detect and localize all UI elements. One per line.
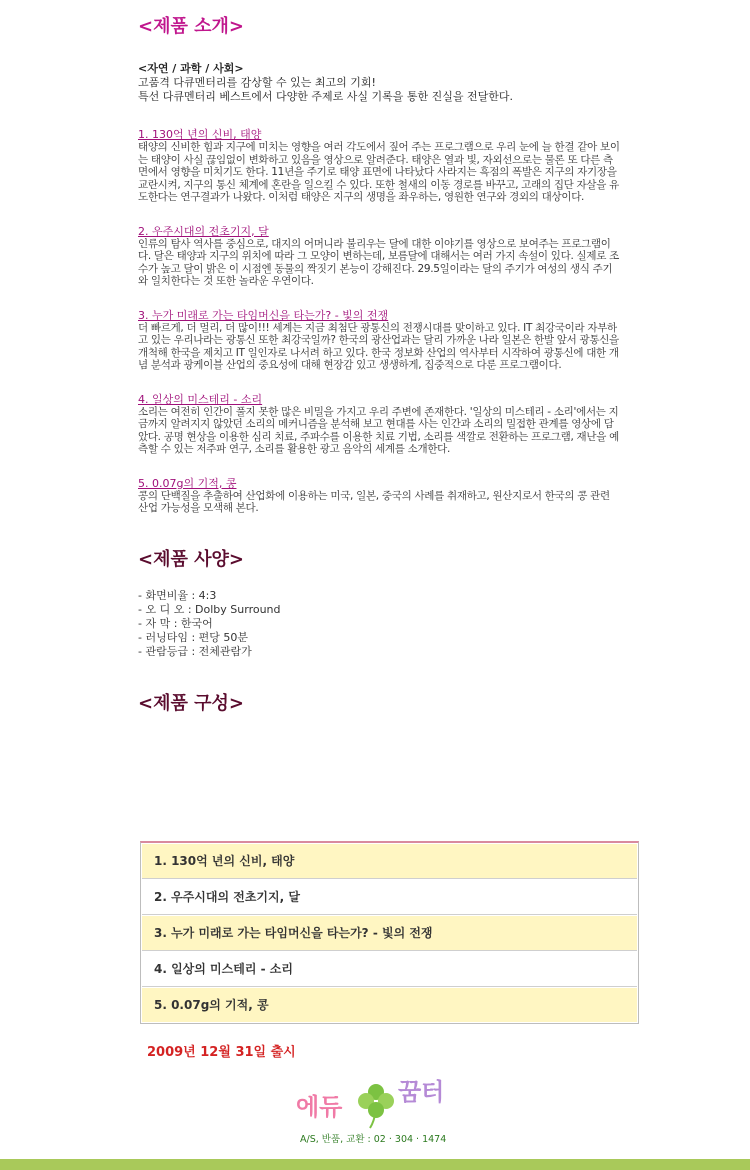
spec-audio: - 오 디 오 : Dolby Surround (138, 602, 281, 616)
item-4-title[interactable]: 4. 일상의 미스테리 - 소리 (138, 392, 263, 406)
composition-row: 2. 우주시대의 전초기지, 달 (142, 880, 637, 915)
item-4 (138, 393, 622, 456)
spec-rating: - 관람등급 : 전체관람가 (138, 644, 252, 658)
spec-section-title: <제품 사양> (138, 548, 244, 570)
composition-section-title: <제품 구성> (138, 692, 244, 714)
item-5-title[interactable]: 5. 0.07g의 기적, 콩 (138, 476, 237, 490)
composition-row: 5. 0.07g의 기적, 콩 (142, 988, 637, 1022)
item-2-body: 인류의 탐사 역사를 중심으로, 대지의 어머니라 불리우는 달에 대한 이야기를 영상으로 보여주는 프로그램이다. 달은 태양과 지구의 위치에 따라 그 모양이 변하는데, 보름달에 대해서는 여러 가지 속설이 있다. 실제로 조수가 높고 달이 밝은 이 시점엔 동물의 짝짓기 본능이 강해진다. 29.5일이라는 달의 주기가 여성의 생식 주기와 일치한다는 것 또한 놀라운 우연이다. (138, 237, 619, 287)
item-1-body: 태양의 신비한 힘과 지구에 미치는 영향을 여러 각도에서 짚어 주는 프로그램으로 우리 눈에 늘 한결 같아 보이는 태양이 사실 끊임없이 변화하고 있음을 영상으로 알려준다. 태양은 열과 빛, 자외선으로는 물론 또 다른 측면에서 영향을 미치기도 한다. 11년을 주기로 태양 표면에 나타났다 사라지는 흑점의 폭발은 지구의 자기장을 교란시켜, 지구의 통신 체계에 혼란을 일으킬 수 있다. 또한 철새의 이동 경로를 바꾸고, 고래의 집단 자살을 유도한다는 연구결과가 나왔다. 이처럼 태양은 지구의 생명을 좌우하는, 영원한 연구와 경외의 대상이다. (138, 141, 620, 203)
composition-table (140, 841, 639, 1024)
as-contact: A/S, 반품, 교환 : 02 · 304 · 1474 (300, 1134, 447, 1145)
item-3 (138, 309, 622, 372)
clover-icon (358, 1084, 394, 1128)
bottom-bar (0, 1159, 750, 1170)
spec-running-time: - 러닝타임 : 편당 50분 (138, 630, 249, 644)
composition-row: 1. 130억 년의 신비, 태양 (142, 844, 637, 879)
item-3-title[interactable]: 3. 누가 미래로 가는 타임머신을 타는가? - 빛의 전쟁 (138, 308, 389, 322)
composition-row: 3. 누가 미래로 가는 타임머신을 타는가? - 빛의 전쟁 (142, 916, 637, 951)
edu-dreamtor-logo (294, 1070, 464, 1130)
item-5 (138, 477, 622, 515)
intro-line-2: 특선 다큐멘터리 베스트에서 다양한 주제로 사실 기록을 통한 진실을 전달한다. (138, 90, 513, 103)
intro-category: <자연 / 과학 / 사회> (138, 62, 244, 75)
item-2 (138, 225, 622, 288)
item-3-body: 더 빠르게, 더 멀리, 더 많이!!! 세계는 지금 최첨단 광통신의 전쟁시대를 맞이하고 있다. IT 최강국이라 자부하고 있는 우리나라는 광통신 또한 최강국일까? 한국의 광산업과는 달리 가까운 나라 일본은 한발 앞서 광통신을 개척해 한국을 제치고 IT 일인자로 나서려 하고 있다. 한국 정보화 산업의 역사부터 시작하여 광통신에 대한 개념 분석과 광케이블 산업의 중요성에 대해 현장감 있고 생생하게, 집중적으로 다룬 프로그램이다. (138, 321, 619, 371)
item-4-body: 소리는 여전히 인간이 풀지 못한 많은 비밀을 가지고 우리 주변에 존재한다. '일상의 미스테리 - 소리'에서는 지금까지 알려지지 않았던 소리의 메커니즘을 분석해 보고 현대를 사는 인간과 소리의 밀접한 관계를 영상에 담았다. 공명 현상을 이용한 심리 치료, 주파수를 이용한 치료 기법, 소리를 색깔로 전환하는 프로그램, 재난을 예측할 수 있는 저주파 연구, 소리를 활용한 광고 음악의 세계를 소개한다. (138, 405, 619, 455)
item-1-title[interactable]: 1. 130억 년의 신비, 태양 (138, 128, 262, 141)
logo-text-right: 꿈터 (398, 1078, 445, 1106)
item-2-title[interactable]: 2. 우주시대의 전초기지, 달 (138, 224, 269, 238)
spec-aspect-ratio: - 화면비율 : 4:3 (138, 588, 217, 602)
logo-text-left: 에듀 (296, 1093, 343, 1121)
intro-text (138, 62, 622, 104)
intro-section-title: <제품 소개> (138, 16, 244, 37)
main-content (138, 0, 622, 719)
intro-line-1: 고품격 다큐멘터리를 감상할 수 있는 최고의 기회! (138, 76, 376, 89)
item-1 (138, 128, 622, 204)
composition-row: 4. 일상의 미스테리 - 소리 (142, 952, 637, 987)
spec-subtitle: - 자 막 : 한국어 (138, 616, 213, 630)
spec-list (138, 589, 622, 659)
item-5-body: 콩의 단백질을 추출하여 산업화에 이용하는 미국, 일본, 중국의 사례를 취재하고, 원산지로서 한국의 콩 관련 산업 가능성을 모색해 본다. (138, 489, 610, 514)
release-date: 2009년 12월 31일 출시 (147, 1045, 296, 1060)
